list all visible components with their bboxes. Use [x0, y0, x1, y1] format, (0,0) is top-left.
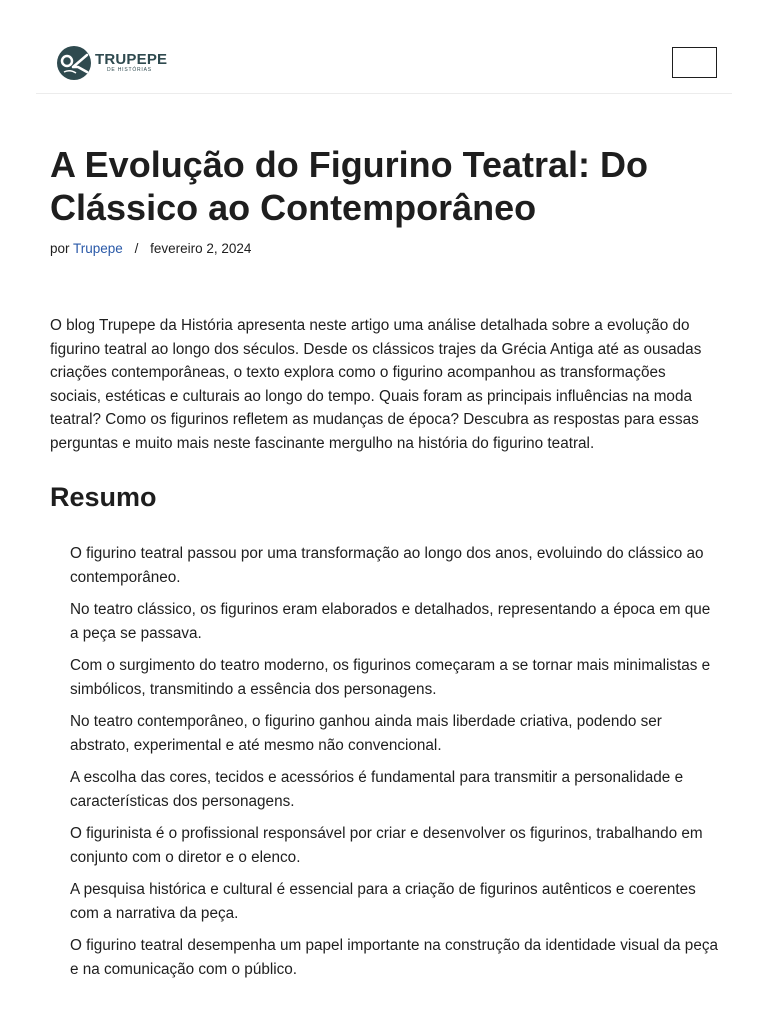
article-meta: [50, 240, 251, 258]
site-logo[interactable]: [56, 45, 167, 81]
publish-date: fevereiro 2, 2024: [150, 241, 252, 256]
summary-item: • Com o surgimento do teatro moderno, os figurinos começaram a se tornar mais minimalistas e simbólicos, transmitindo a essência dos personagens.: [70, 654, 720, 710]
logo-name: TRUPEPE: [95, 51, 168, 68]
meta-separator: /: [134, 241, 139, 256]
summary-item: • A escolha das cores, tecidos e acessórios é fundamental para transmitir a personalidade e características dos personagens.: [70, 766, 720, 822]
by-label: por: [50, 241, 70, 256]
summary-item: • No teatro clássico, os figurinos eram elaborados e detalhados, representando a época em que a peça se passava.: [70, 598, 720, 654]
summary-item: • A pesquisa histórica e cultural é essencial para a criação de figurinos autênticos e coerentes com a narrativa da peça.: [70, 878, 720, 934]
site-header: [36, 0, 732, 94]
article-title: A Evolução do Figurino Teatral: Do Clássico ao Contemporâneo: [50, 144, 649, 228]
summary-list: [50, 542, 720, 990]
author-link[interactable]: Trupepe: [73, 241, 123, 256]
logo-text: [95, 52, 167, 74]
summary-item: • O figurino teatral passou por uma transformação ao longo dos anos, evoluindo do clássico ao contemporâneo.: [70, 542, 720, 598]
article-intro: O blog Trupepe da História apresenta neste artigo uma análise detalhada sobre a evolução do figurino teatral ao longo dos séculos. Desde os clássicos trajes da Grécia Antiga até as ousadas criações contemporâneas, o texto explora como o figurino acompanhou as transformações sociais, estéticas e culturais ao longo do tempo. Quais foram as principais influências na moda teatral? Como os figurinos refletem as mudanças de época? Descubra as respostas para essas perguntas e muito mais neste fascinante mergulho na história do figurino teatral.: [50, 317, 702, 452]
menu-toggle-button[interactable]: [672, 47, 717, 78]
logo-subtitle: DE HISTÓRIAS: [107, 67, 152, 73]
summary-item: • O figurino teatral desempenha um papel importante na construção da identidade visual da peça e na comunicação com o público.: [70, 934, 720, 990]
summary-item: • No teatro contemporâneo, o figurino ganhou ainda mais liberdade criativa, podendo ser abstrato, experimental e até mesmo não convencional.: [70, 710, 720, 766]
trupepe-logo-icon: [56, 45, 92, 81]
summary-heading: Resumo: [50, 482, 157, 512]
summary-item: • O figurinista é o profissional responsável por criar e desenvolver os figurinos, trabalhando em conjunto com o diretor e o elenco.: [70, 822, 720, 878]
